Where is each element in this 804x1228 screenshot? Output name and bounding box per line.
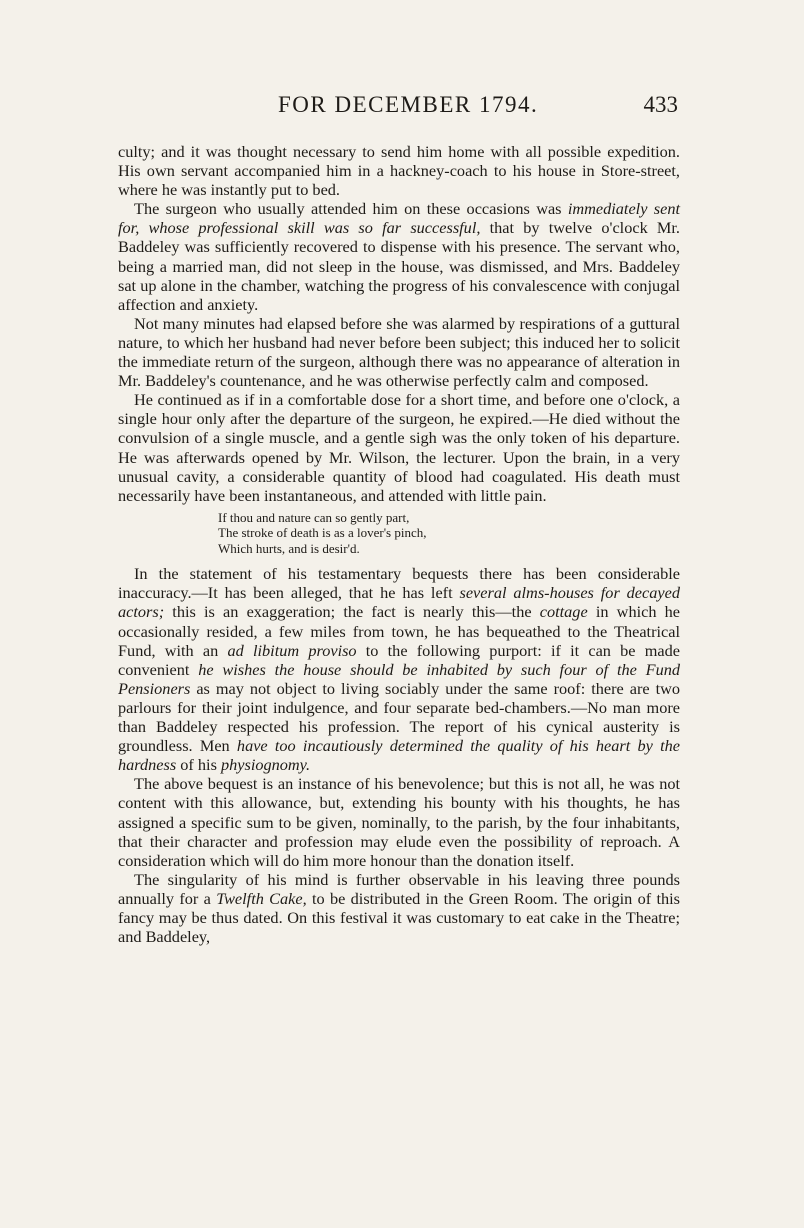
italic-run: by the	[630, 736, 680, 756]
text-run: this is an exaggeration; the fact is nearly this—the	[164, 602, 540, 622]
page-number: 433	[643, 92, 678, 117]
italic-run: cottage	[539, 602, 588, 622]
paragraph-4: He continued as if in a comfortable dose for a short time, and before one o'clock, a single hour only after the departure of the surgeon, he expired.—He died without the convulsion of a single muscle, and a gentle sigh was the only token of his departure. He was afterwards opened by Mr. Wilson, the lecturer. Upon the brain, in a very unusual cavity, a considerable quantity of blood had coagulated. His death must necessarily have been instantaneous, and attended with little pain.	[118, 390, 680, 505]
text-run: as may not object to living sociably under the same roof: there are two parlours for their joint indulgence, and four separate bed-chambers.—No man more than Baddeley respected his profession. The report of his cynical austerity is groundless. Men	[118, 678, 680, 756]
text-run: The singularity of his mind is further observable in his leaving three pounds annually for a	[118, 869, 680, 908]
paragraph-6: The above bequest is an instance of his benevolence; but this is not all, he was not content with this allowance, but, extending his bounty with his thoughts, he has assigned a specific sum to be given, nominally, to the parish, by the four inhabitants, that their character and profession may elude even the possibility of reproach. A consideration which will do him more honour than the donation itself.	[118, 774, 680, 870]
verse-quotation	[218, 510, 680, 557]
italic-run: quality	[497, 736, 543, 756]
text-run: of his	[176, 755, 221, 775]
text-run: that by twelve o'clock Mr. Baddeley was sufficiently recovered to dispense with his presence. The servant who, being a married man, did not sleep in the house, was dismissed, and Mrs. Baddeley sat up alone in the chamber, watching the progress of his convalescence with conjugal affection and anxiety.	[118, 218, 680, 314]
text-run: The surgeon who usually attended him on these occasions was	[134, 199, 568, 219]
italic-run: hardness	[118, 755, 177, 775]
verse-line: The stroke of death is as a lover's pinch,	[218, 525, 427, 541]
verse-line: If thou and nature can so gently part,	[218, 509, 410, 525]
paragraph-5	[118, 564, 680, 774]
page-header	[118, 92, 678, 132]
italic-run: have too incautiously determined the	[236, 736, 498, 756]
italic-run: heart	[595, 736, 631, 756]
paragraph-7	[118, 870, 680, 946]
text-run: in which he occasionally resided, a few miles from town, he has bequeathed to the Theatrical Fund, with an	[118, 602, 681, 660]
paragraph-3: Not many minutes had elapsed before she was alarmed by respirations of a guttural nature, to which her husband had never before been subject; this induced her to solicit the immediate return of the surgeon, although there was no appearance of alteration in Mr. Baddeley's countenance, and he was otherwise perfectly calm and composed.	[118, 313, 680, 391]
italic-run: he wishes the house should be inhabited by such four of the Fund Pensioners	[118, 659, 681, 698]
verse-line: Which hurts, and is desir'd.	[218, 540, 360, 556]
italic-run: of his	[542, 736, 596, 756]
italic-run: immediately sent for, whose professional skill was so far successful,	[118, 199, 680, 238]
italic-run: Twelfth Cake,	[216, 888, 307, 908]
paragraph-2	[118, 199, 680, 314]
italic-run: ad libitum proviso	[227, 640, 357, 660]
paragraph-1: culty; and it was thought necessary to send him home with all possible expedition. His own servant accompanied him in a hackney-coach to his house in Store-street, where he was instantly put to bed.	[118, 142, 680, 200]
body-text	[118, 142, 680, 946]
italic-run: several alms-houses for decayed actors;	[118, 583, 680, 622]
text-run: to the following purport: if it can be made convenient	[118, 640, 680, 679]
italic-run: physiognomy.	[220, 755, 311, 775]
text-run: In the statement of his testamentary bequests there has been considerable inaccuracy.—It has been alleged, that he has left	[118, 564, 680, 603]
running-head: FOR DECEMBER 1794.	[278, 92, 539, 117]
text-run: to be distributed in the Green Room. The origin of this fancy may be thus dated. On this festival it was customary to eat cake in the Theatre; and Baddeley,	[118, 888, 680, 947]
